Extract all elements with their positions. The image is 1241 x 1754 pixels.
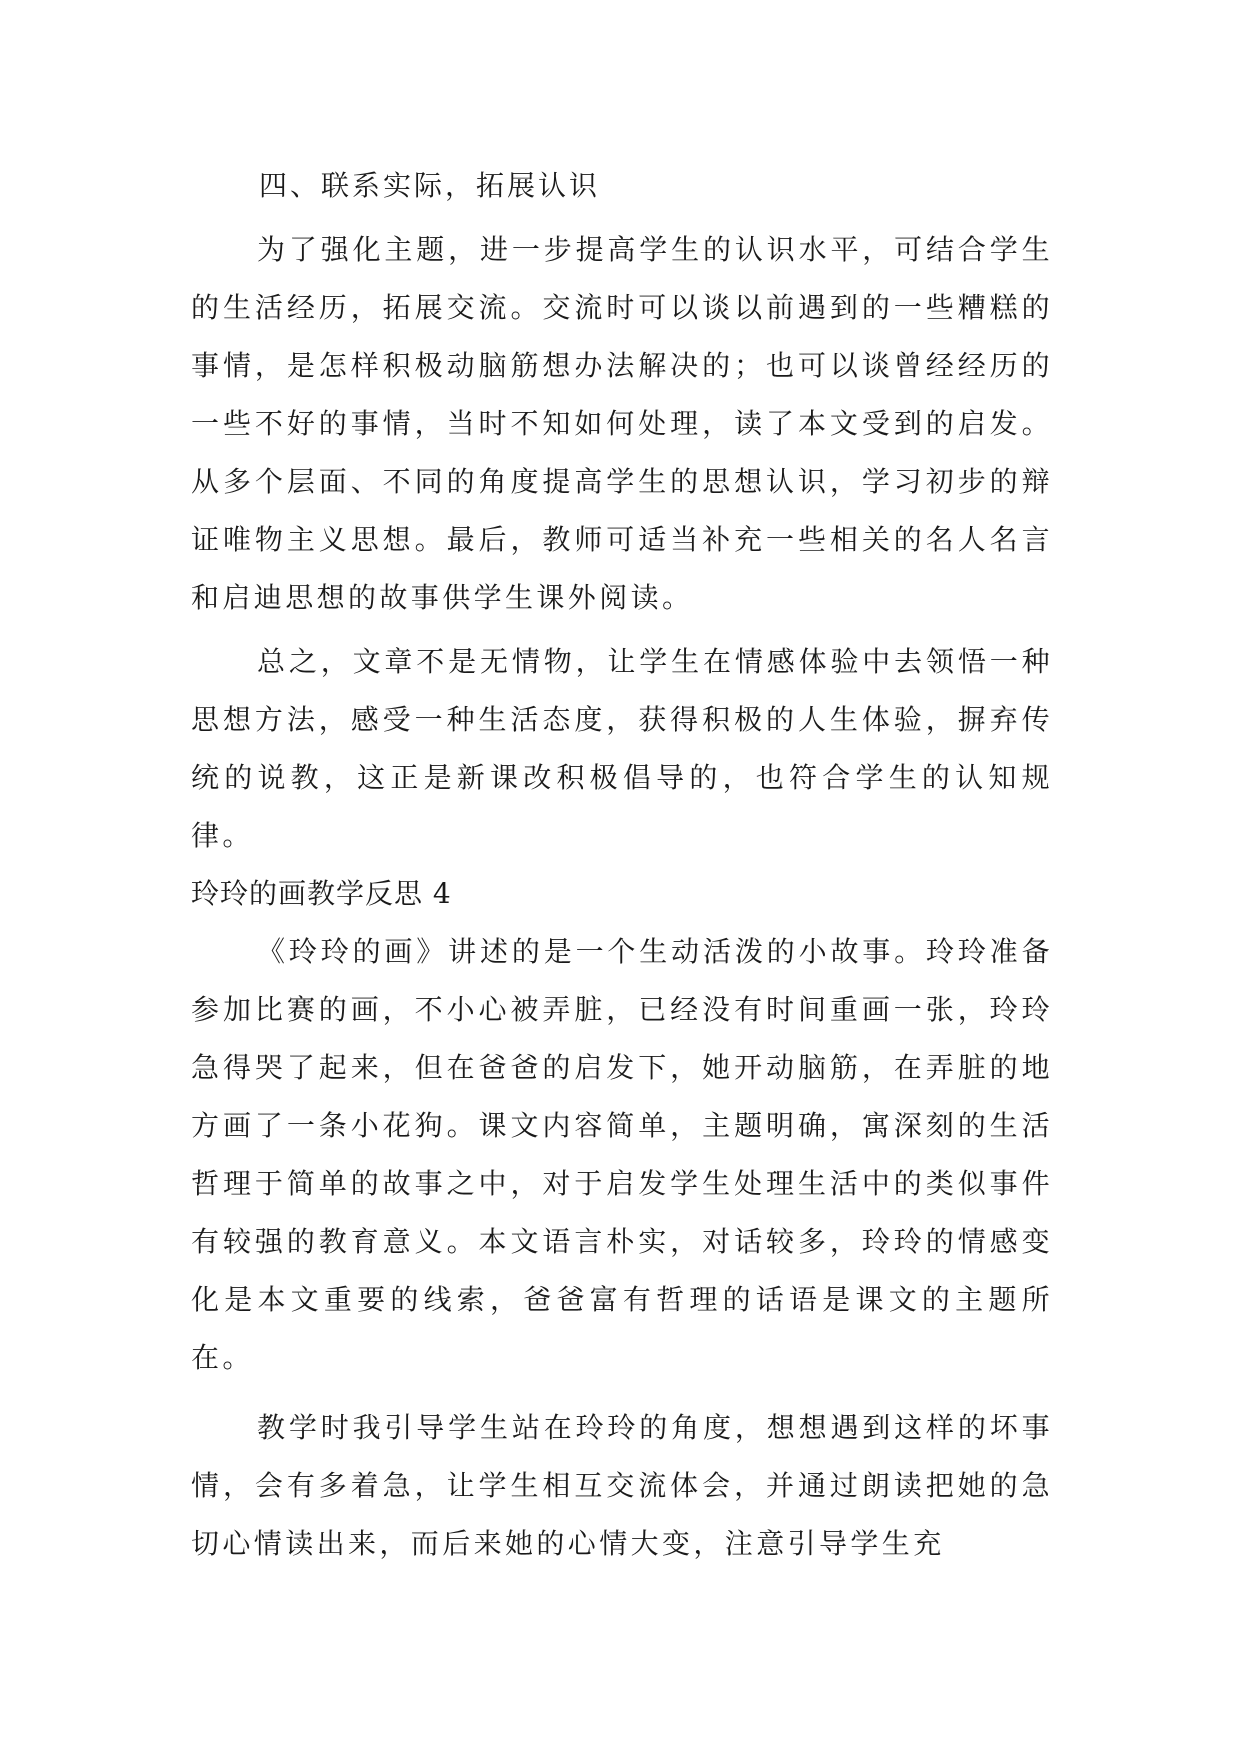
paragraph: 为了强化主题，进一步提高学生的认识水平，可结合学生的生活经历，拓展交流。交流时可以谈以前遇到的一些糟糕的事情，是怎样积极动脑筋想办法解决的；也可以谈曾经经历的一些不好的事情，当时不知如何处理，读了本文受到的启发。从多个层面、不同的角度提高学生的思想认识，学习初步的辩证唯物主义思想。最后，教师可适当补充一些相关的名人名言和启迪思想的故事供学生课外阅读。 (191, 233, 1053, 614)
paragraph: 教学时我引导学生站在玲玲的角度，想想遇到这样的坏事情，会有多着急，让学生相互交流体会，并通过朗读把她的急切心情读出来，而后来她的心情大变，注意引导学生充 (191, 1411, 1053, 1560)
document-body (191, 157, 1053, 1573)
paragraph: 总之，文章不是无情物，让学生在情感体验中去领悟一种思想方法，感受一种生活态度，获得积极的人生体验，摒弃传统的说教，这正是新课改积极倡导的，也符合学生的认知规律。 (191, 645, 1053, 852)
paragraph: 《玲玲的画》讲述的是一个生动活泼的小故事。玲玲准备参加比赛的画，不小心被弄脏，已经没有时间重画一张，玲玲急得哭了起来，但在爸爸的启发下，她开动脑筋，在弄脏的地方画了一条小花狗。课文内容简单，主题明确，寓深刻的生活哲理于简单的故事之中，对于启发学生处理生活中的类似事件有较强的教育意义。本文语言朴实，对话较多，玲玲的情感变化是本文重要的线索，爸爸富有哲理的话语是课文的主题所在。 (191, 935, 1053, 1374)
article-title: 玲玲的画教学反思 4 (191, 877, 452, 910)
section-heading: 四、联系实际，拓展认识 (259, 169, 601, 202)
